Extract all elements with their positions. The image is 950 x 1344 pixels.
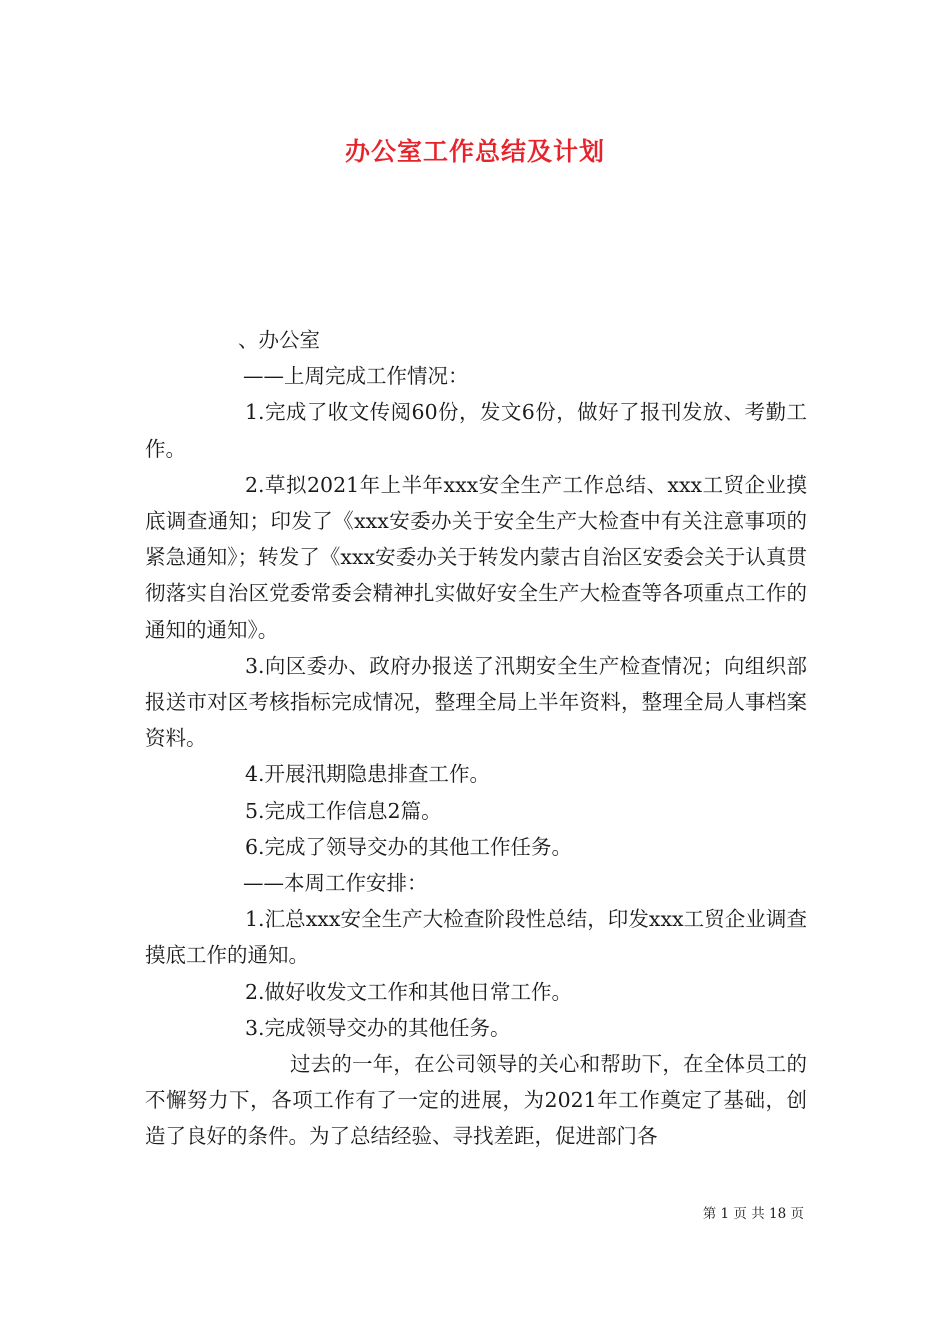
last-week-item-6: 6.完成了领导交办的其他工作任务。 bbox=[245, 834, 573, 859]
closing-paragraph: 过去的一年，在公司领导的关心和帮助下，在全体员工的不懈努力下，各项工作有了一定的进展，为2021年工作奠定了基础，创造了良好的条件。为了总结经验、寻找差距，促进部门各 bbox=[145, 1052, 807, 1149]
document-body bbox=[145, 322, 807, 1155]
section-heading: 、办公室 bbox=[238, 328, 320, 352]
document-title: 办公室工作总结及计划 bbox=[344, 137, 605, 166]
last-week-item-5: 5.完成工作信息2篇。 bbox=[245, 798, 442, 823]
subheading-last-week: ——上周完成工作情况： bbox=[243, 364, 469, 389]
last-week-item-3: 3.向区委办、政府办报送了汛期安全生产检查情况；向组织部报送市对区考核指标完成情况，整理全局上半年资料，整理全局人事档案资料。 bbox=[145, 653, 807, 751]
last-week-item-2: 2.草拟2021年上半年xxx安全生产工作总结、xxx工贸企业摸底调查通知；印发了《xxx安委办关于安全生产大检查中有关注意事项的紧急通知》；转发了《xxx安委办关于转发内蒙古自治区安委会关于认真贯彻落实自治区党委常委会精神扎实做好安全生产大检查等各项重点工作的通知的通知》。 bbox=[145, 472, 807, 642]
subheading-this-week: ——本周工作安排： bbox=[243, 871, 428, 896]
this-week-item-2: 2.做好收发文工作和其他日常工作。 bbox=[245, 979, 573, 1004]
last-week-item-1: 1.完成了收文传阅60份，发文6份，做好了报刊发放、考勤工作。 bbox=[145, 400, 807, 461]
last-week-item-4: 4.开展汛期隐患排查工作。 bbox=[245, 762, 491, 787]
this-week-item-3: 3.完成领导交办的其他任务。 bbox=[245, 1015, 511, 1040]
page-number-footer: 第 1 页 共 18 页 bbox=[702, 1206, 804, 1222]
this-week-item-1: 1.汇总xxx安全生产大检查阶段性总结，印发xxx工贸企业调查摸底工作的通知。 bbox=[145, 907, 807, 968]
